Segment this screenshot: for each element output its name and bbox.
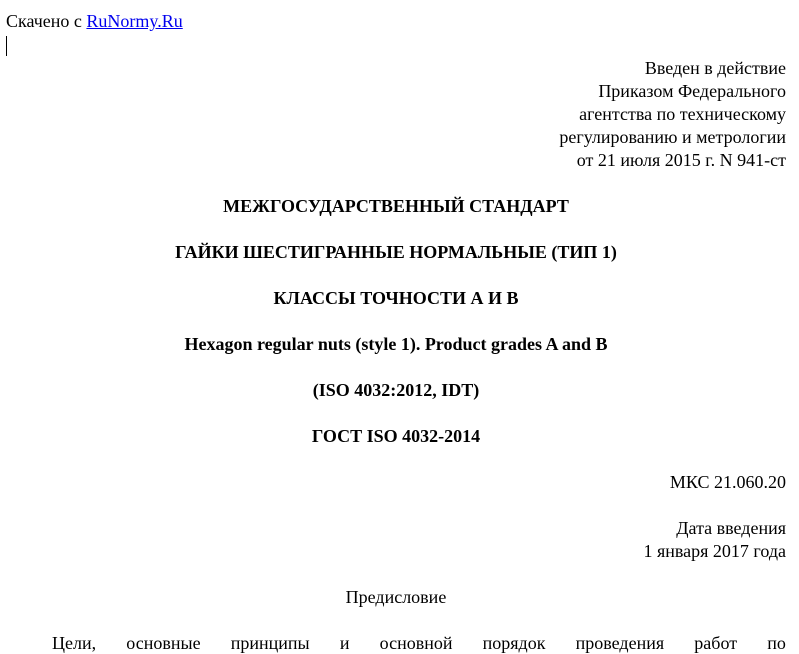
preface-word: Цели,: [52, 633, 97, 653]
standard-name-ru: ГАЙКИ ШЕСТИГРАННЫЕ НОРМАЛЬНЫЕ (ТИП 1): [175, 242, 617, 262]
preface-word: основной: [379, 633, 453, 653]
preface-word: работ: [694, 633, 738, 653]
source-prefix: Скачено с: [6, 11, 87, 31]
preface-heading: Предисловие: [345, 587, 447, 607]
iso-reference: (ISO 4032:2012, IDT): [312, 380, 480, 400]
gost-number: ГОСТ ISO 4032-2014: [311, 426, 481, 446]
enactment-line: агентства по техническому: [579, 104, 786, 124]
preface-word: и: [339, 633, 350, 653]
preface-word: основные: [126, 633, 201, 653]
enactment-line: Приказом Федерального: [598, 81, 786, 101]
preface-paragraph: [52, 632, 786, 654]
product-grades-ru: КЛАССЫ ТОЧНОСТИ А И В: [273, 288, 519, 308]
standard-type-heading: МЕЖГОСУДАРСТВЕННЫЙ СТАНДАРТ: [223, 196, 569, 216]
enactment-line: от 21 июля 2015 г. N 941-ст: [576, 150, 786, 170]
source-link[interactable]: RuNormy.Ru: [86, 11, 183, 31]
effective-date-value: 1 января 2017 года: [643, 541, 786, 561]
enactment-line: Введен в действие: [644, 58, 786, 78]
effective-date-label: Дата введения: [676, 518, 786, 538]
preface-word: порядок: [482, 633, 546, 653]
preface-word: принципы: [230, 633, 310, 653]
mks-code: МКС 21.060.20: [669, 472, 786, 492]
enactment-block: [559, 57, 786, 172]
enactment-line: регулированию и метрологии: [559, 127, 786, 147]
source-line: [6, 10, 183, 32]
preface-word: по: [767, 633, 786, 653]
standard-name-en: Hexagon regular nuts (style 1). Product grades A and B: [184, 334, 608, 354]
text-cursor: [6, 36, 7, 56]
preface-word: проведения: [575, 633, 665, 653]
